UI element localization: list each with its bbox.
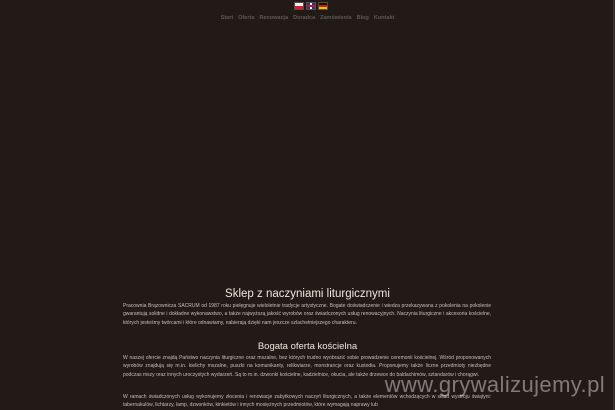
page-title: Sklep z naczyniami liturgicznymi (225, 288, 390, 300)
section-heading: Bogata oferta kościelna (257, 341, 358, 352)
nav-item-renowacja[interactable]: Renowacja (259, 15, 289, 21)
flag-de-icon[interactable] (318, 2, 328, 10)
flag-pl-icon[interactable] (294, 2, 304, 10)
services-paragraph: W ramach świadczonych usług wykonujemy złocenia i renowacje zabytkowych naczyń liturgicznych, a także elementów wchodzących w skład wystroju świątyni: tabernakulów, lichtarzy, lamp, dzwonków, kinkietów i innych mosiężnych przedmiotów, które wymagają naprawy lub (123, 394, 491, 409)
language-switcher (294, 2, 328, 10)
flag-en-icon[interactable] (306, 2, 316, 10)
watermark: www.grywalizujemy.pl (384, 372, 605, 397)
offer-paragraph: W naszej ofercie znajdą Państwo naczynia liturgiczne oraz mszalne, bez których trudno wyobrazić sobie prowadzenie ceremonii kościelnej. Wśród proponowanych wyrobów znajdują się m.in. kielichy mszalne, puszki na komunikanty, relikwiarze, monstrancje oraz kustodia. Proponujemy także liczne przedmioty niezbędne podczas mszy oraz innych uroczystych wydarzeń. Są to m.in. dzwonki kościelne, kadzielnice, okucia, ale także drzewce do baldachimów, sztandarów i chorągwi. (123, 355, 491, 378)
nav-item-blog[interactable]: Blog (356, 15, 369, 21)
intro-paragraph: Pracownia Brązownicza SACRUM od 1987 roku pielęgnuje wieloletnie tradycje artystyczne. Bogate doświadczenie i wiedza przekazywana z pokolenia na pokolenie gwarantują solidne i dokładne wykonawstwo, a także najwyższą jakość wyrobów oraz świadczonych usług renowacyjnych. Naczynia liturgiczne i akcesoria kościelne, których jesteśmy twórcami i które odnawiamy, nabierają dzięki nam jeszcze szlachetniejszego charakteru. (123, 303, 491, 326)
nav-item-doradca[interactable]: Doradca (293, 15, 316, 21)
main-nav (0, 15, 615, 21)
nav-item-kontakt[interactable]: Kontakt (373, 15, 395, 21)
nav-item-zamowienia[interactable]: Zamówienia (320, 15, 352, 21)
nav-item-oferta[interactable]: Oferta (238, 15, 255, 21)
nav-item-start[interactable]: Start (220, 15, 234, 21)
